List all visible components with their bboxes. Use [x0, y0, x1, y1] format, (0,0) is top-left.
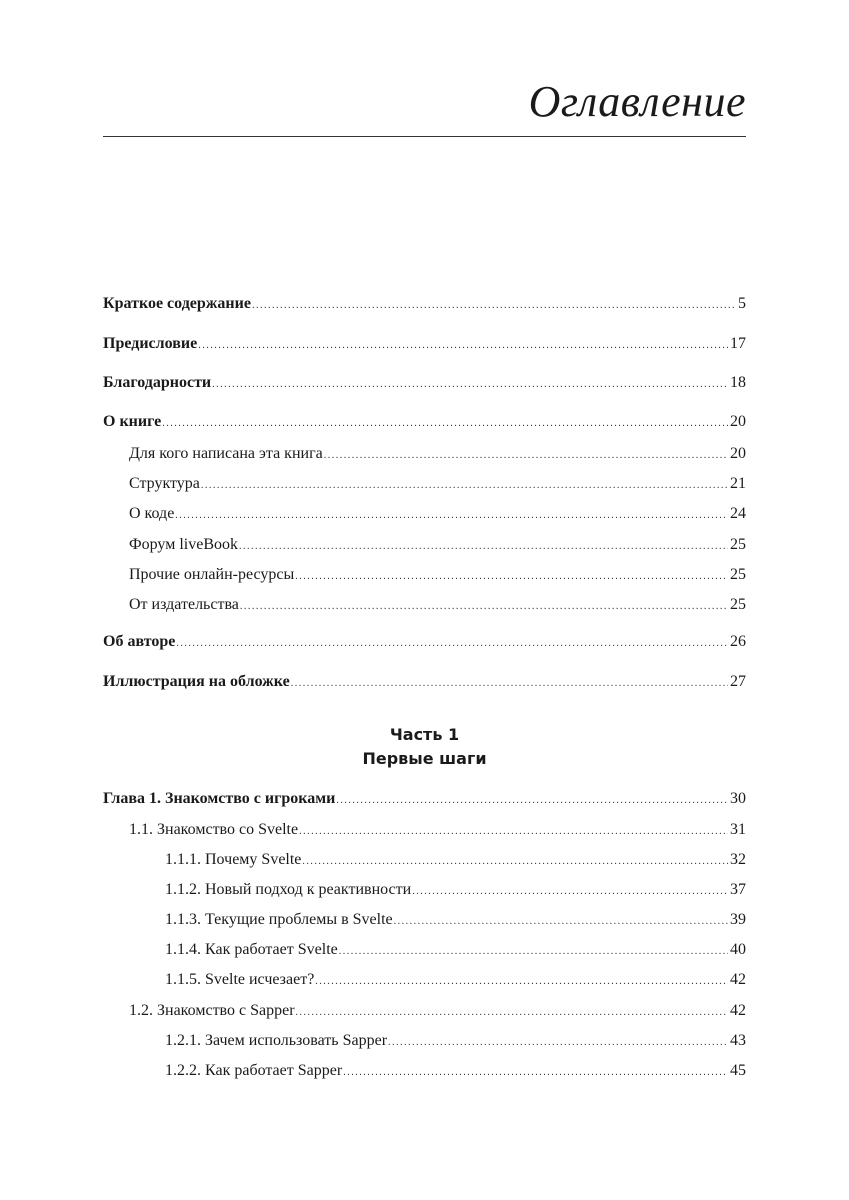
toc-entry-page-number: 24: [730, 505, 746, 522]
toc-entry-page-number: 30: [730, 790, 746, 807]
toc-entry-label: 1.1. Знакомство со Svelte: [129, 821, 299, 838]
toc-entry-page-number: 21: [730, 475, 746, 492]
toc-entry-label: 1.1.5. Svelte исчезает?: [165, 971, 315, 988]
toc-dot-leader: [198, 336, 728, 356]
toc-entry-label: От издательства: [129, 596, 239, 613]
toc-entry: [103, 334, 746, 354]
toc-entry: [129, 535, 746, 555]
toc-dot-leader: [336, 791, 728, 811]
toc-dot-leader: [212, 375, 728, 395]
toc-entry-page-number: 17: [730, 335, 746, 352]
toc-entry-page-number: 27: [730, 673, 746, 690]
toc-entry-label: 1.1.1. Почему Svelte: [165, 851, 302, 868]
toc-entry: [129, 565, 746, 585]
toc-dot-leader: [299, 822, 728, 842]
toc-entry-label: Форум liveBook: [129, 536, 239, 553]
toc-entry: [129, 504, 746, 524]
toc-dot-leader: [162, 414, 728, 434]
toc-entry: [103, 294, 746, 314]
toc-entry: [165, 970, 746, 990]
toc-entry-label: Глава 1. Знакомство с игроками: [103, 790, 336, 807]
toc-entry-label: Структура: [129, 475, 200, 492]
toc-dot-leader: [239, 537, 728, 557]
toc-dot-leader: [394, 912, 728, 932]
toc-dot-leader: [252, 296, 736, 316]
toc-entry-label: Благодарности: [103, 374, 212, 391]
toc-entry-page-number: 20: [730, 445, 746, 462]
toc-entry-page-number: 20: [730, 413, 746, 430]
toc-entry: [103, 412, 746, 432]
toc-entry-label: О коде: [129, 505, 175, 522]
toc-dot-leader: [201, 476, 728, 496]
toc-entry-label: 1.2. Знакомство с Sapper: [129, 1002, 295, 1019]
toc-entry-page-number: 25: [730, 566, 746, 583]
toc-dot-leader: [315, 972, 728, 992]
toc-dot-leader: [388, 1033, 728, 1053]
toc-entry: [165, 880, 746, 900]
toc-entry-page-number: 32: [730, 851, 746, 868]
toc-dot-leader: [295, 567, 728, 587]
part-number: Часть 1: [389, 725, 460, 744]
toc-entry-label: Краткое содержание: [103, 295, 251, 312]
toc-dot-leader: [343, 1063, 728, 1083]
toc-entry: [165, 850, 746, 870]
toc-entry: [129, 474, 746, 494]
title-divider: [103, 136, 746, 137]
toc-entry-page-number: 39: [730, 911, 746, 928]
toc-entry: [129, 595, 746, 615]
toc-entry-page-number: 25: [730, 596, 746, 613]
toc-dot-leader: [176, 634, 728, 654]
toc-entry: [103, 672, 746, 692]
toc-dot-leader: [175, 506, 728, 526]
toc-entry-page-number: 42: [730, 971, 746, 988]
toc-entry: [129, 1001, 746, 1021]
toc-entry-label: 1.2.2. Как работает Sapper: [165, 1062, 343, 1079]
toc-dot-leader: [412, 882, 728, 902]
part-title: Первые шаги: [362, 749, 487, 768]
toc-entry: [129, 820, 746, 840]
toc-entry: [165, 1031, 746, 1051]
toc-entry-page-number: 5: [738, 295, 746, 312]
toc-entry-page-number: 40: [730, 941, 746, 958]
toc-entry: [165, 1061, 746, 1081]
toc-dot-leader: [302, 852, 728, 872]
toc-entry-page-number: 37: [730, 881, 746, 898]
toc-entry-label: Прочие онлайн-ресурсы: [129, 566, 295, 583]
page-title: Оглавление: [528, 77, 746, 126]
toc-entry: [103, 373, 746, 393]
toc-dot-leader: [296, 1003, 728, 1023]
toc-entry: [103, 632, 746, 652]
toc-entry: [165, 940, 746, 960]
toc-entry-label: Предисловие: [103, 335, 198, 352]
toc-entry: [103, 789, 746, 809]
toc-entry-label: О книге: [103, 413, 162, 430]
toc-entry: [129, 444, 746, 464]
toc-entry-label: 1.2.1. Зачем использовать Sapper: [165, 1032, 388, 1049]
toc-entry-page-number: 25: [730, 536, 746, 553]
toc-entry-label: Для кого написана эта книга: [129, 445, 323, 462]
toc-dot-leader: [339, 942, 728, 962]
toc-entry-page-number: 45: [730, 1062, 746, 1079]
toc-dot-leader: [291, 674, 728, 694]
toc-dot-leader: [324, 446, 728, 466]
toc-entry-label: 1.1.2. Новый подход к реактивности: [165, 881, 412, 898]
toc-entry-page-number: 43: [730, 1032, 746, 1049]
toc-entry: [165, 910, 746, 930]
toc-entry-label: 1.1.4. Как работает Svelte: [165, 941, 338, 958]
toc-entry-label: Иллюстрация на обложке: [103, 673, 290, 690]
toc-entry-page-number: 42: [730, 1002, 746, 1019]
toc-entry-page-number: 31: [730, 821, 746, 838]
toc-entry-label: 1.1.3. Текущие проблемы в Svelte: [165, 911, 393, 928]
toc-entry-page-number: 26: [730, 633, 746, 650]
toc-dot-leader: [240, 597, 728, 617]
toc-entry-label: Об авторе: [103, 633, 176, 650]
toc-entry-page-number: 18: [730, 374, 746, 391]
